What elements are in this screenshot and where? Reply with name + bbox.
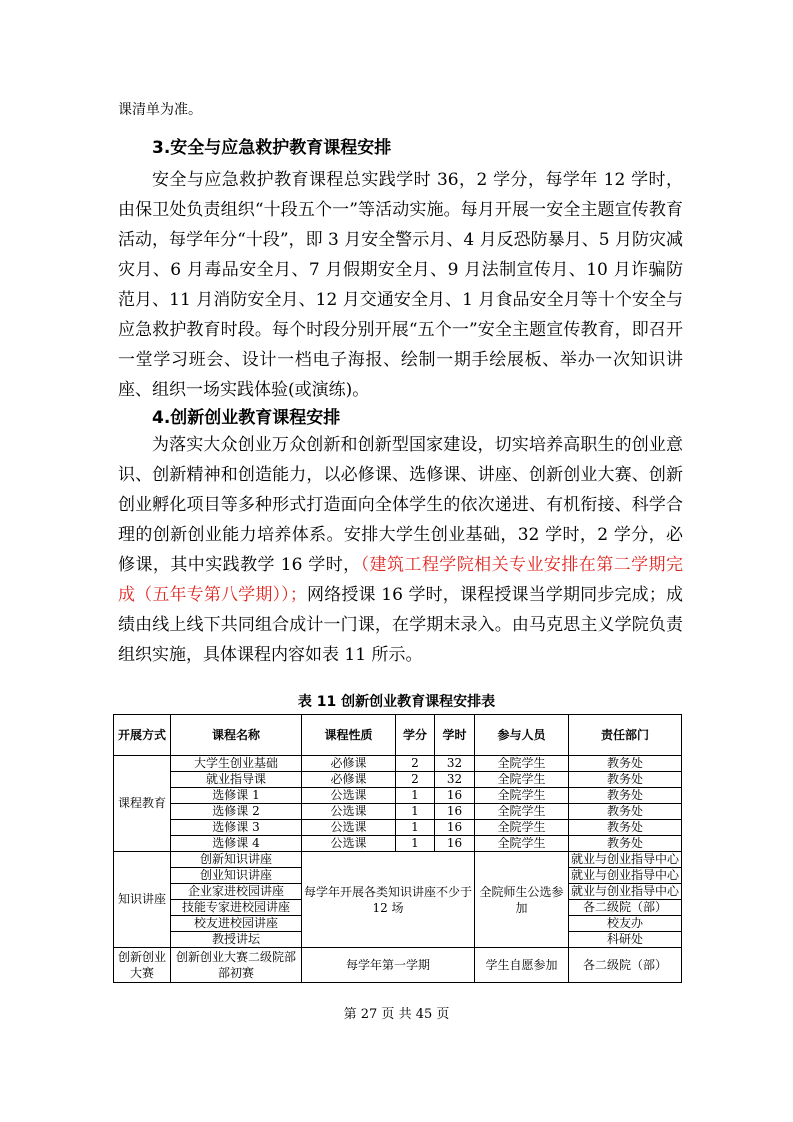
table-cell: 1 — [396, 788, 435, 804]
table-row — [114, 788, 682, 804]
table-cell: 就业指导课 — [171, 772, 302, 788]
table-cell: 就业与创业指导中心 — [569, 852, 682, 868]
header-cell: 责任部门 — [569, 715, 682, 756]
table-row — [114, 852, 682, 868]
table-cell: 教务处 — [569, 788, 682, 804]
table-cell: 教务处 — [569, 756, 682, 772]
table-row — [114, 836, 682, 852]
table-cell: 2 — [396, 756, 435, 772]
table-row — [114, 804, 682, 820]
table-cell: 公选课 — [302, 836, 396, 852]
table-cell: 1 — [396, 804, 435, 820]
table-cell: 选修课 4 — [171, 836, 302, 852]
table-row — [114, 948, 682, 983]
table-cell: 16 — [435, 788, 475, 804]
header-cell: 课程名称 — [171, 715, 302, 756]
page-footer: 第 27 页 共 45 页 — [343, 1007, 450, 1022]
table-caption: 表 11 创新创业教育课程安排表 — [297, 694, 496, 710]
section4-text-red: （建筑工程学院相关专业安排在第二学期完成（五年专第八学期））； — [118, 555, 683, 605]
table-cell: 全院学生 — [475, 836, 569, 852]
header-cell: 参与人员 — [475, 715, 569, 756]
section4-paragraph — [118, 430, 683, 670]
table-cell: 技能专家进校园讲座 — [171, 900, 302, 916]
table-row — [114, 820, 682, 836]
table-cell: 32 — [435, 772, 475, 788]
course-schedule-table — [113, 714, 682, 983]
mode-cell: 创新创业大赛 — [114, 948, 171, 983]
table-cell: 公选课 — [302, 804, 396, 820]
table-cell: 各二级院（部） — [569, 948, 682, 983]
table-cell: 2 — [396, 772, 435, 788]
table-cell: 学生自愿参加 — [475, 948, 569, 983]
table-cell: 每学年第一学期 — [302, 948, 475, 983]
table-cell: 1 — [396, 820, 435, 836]
section3-heading: 3.安全与应急救护教育课程安排 — [152, 138, 392, 158]
mode-cell: 知识讲座 — [114, 852, 171, 948]
header-cell: 开展方式 — [114, 715, 171, 756]
table-cell: 全院学生 — [475, 788, 569, 804]
table-cell: 全院学生 — [475, 820, 569, 836]
section3-paragraph: 安全与应急救护教育课程总实践学时 36，2 学分，每学年 12 学时，由保卫处负责组织“十段五个一”等活动实施。每月开展一安全主题宣传教育活动，每学年分“十段”，即 3 月安全警示月、4 月反恐防暴月、5 月防灾减灾月、6 月毒品安全月、7 月假期安全月、9 月法制宣传月、10 月诈骗防范月、11 月消防安全月、12 月交通安全月、1 月食品安全月等十个安全与应急救护教育时段。每个时段分别开展“五个一”安全主题宣传教育，即召开一堂学习班会、设计一档电子海报、绘制一期手绘展板、举办一次知识讲座、组织一场实践体验(或演练)。 — [118, 170, 683, 400]
table-cell: 校友办 — [569, 916, 682, 932]
mode-cell: 课程教育 — [114, 756, 171, 852]
table-cell: 1 — [396, 836, 435, 852]
table-cell: 全院学生 — [475, 772, 569, 788]
table-cell: 全院学生 — [475, 756, 569, 772]
header-cell: 学分 — [396, 715, 435, 756]
table-cell: 选修课 1 — [171, 788, 302, 804]
table-cell: 32 — [435, 756, 475, 772]
table-cell: 公选课 — [302, 820, 396, 836]
table-cell: 全院学生 — [475, 804, 569, 820]
section4-heading: 4.创新创业教育课程安排 — [152, 408, 341, 428]
section4-text-after: 网络授课 16 学时，课程授课当学期同步完成；成绩由线上线下共同组合成计一门课，在学期末录入。由马克思主义学院负责组织实施，具体课程内容如表 11 所示。 — [118, 585, 683, 665]
table-cell: 16 — [435, 820, 475, 836]
lecture-participants-cell: 全院师生公选参加 — [475, 852, 569, 948]
table-row — [114, 772, 682, 788]
lecture-nature-cell: 每学年开展各类知识讲座不少于 12 场 — [302, 852, 475, 948]
table-cell: 选修课 2 — [171, 804, 302, 820]
table-cell: 公选课 — [302, 788, 396, 804]
table-cell: 教务处 — [569, 820, 682, 836]
table-cell: 教务处 — [569, 772, 682, 788]
table-cell: 各二级院（部） — [569, 900, 682, 916]
top-fragment: 课清单为准。 — [118, 102, 202, 118]
table-cell: 选修课 3 — [171, 820, 302, 836]
table-header-row — [114, 715, 682, 756]
table-cell: 创新知识讲座 — [171, 852, 302, 868]
section4-text-before: 为落实大众创业万众创新和创新型国家建设，切实培养高职生的创业意识、创新精神和创造能力，以必修课、选修课、讲座、创新创业大赛、创新创业孵化项目等多种形式打造面向全体学生的依次递进、有机衔接、科学合理的创新创业能力培养体系。安排大学生创业基础，32 学时，2 学分，必修课，其中实践教学 16 学时， — [118, 435, 683, 575]
table-cell: 就业与创业指导中心 — [569, 884, 682, 900]
header-cell: 学时 — [435, 715, 475, 756]
table-cell: 大学生创业基础 — [171, 756, 302, 772]
table-row — [114, 756, 682, 772]
table-cell: 必修课 — [302, 772, 396, 788]
table-cell: 教务处 — [569, 836, 682, 852]
table-cell: 科研处 — [569, 932, 682, 948]
table-cell: 校友进校园讲座 — [171, 916, 302, 932]
table-cell: 就业与创业指导中心 — [569, 868, 682, 884]
table-cell: 必修课 — [302, 756, 396, 772]
table-cell: 教务处 — [569, 804, 682, 820]
header-cell: 课程性质 — [302, 715, 396, 756]
table-cell: 创新创业大赛二级院部部初赛 — [171, 948, 302, 983]
table-cell: 创业知识讲座 — [171, 868, 302, 884]
table-cell: 教授讲坛 — [171, 932, 302, 948]
table-cell: 企业家进校园讲座 — [171, 884, 302, 900]
table-cell: 16 — [435, 804, 475, 820]
table-cell: 16 — [435, 836, 475, 852]
